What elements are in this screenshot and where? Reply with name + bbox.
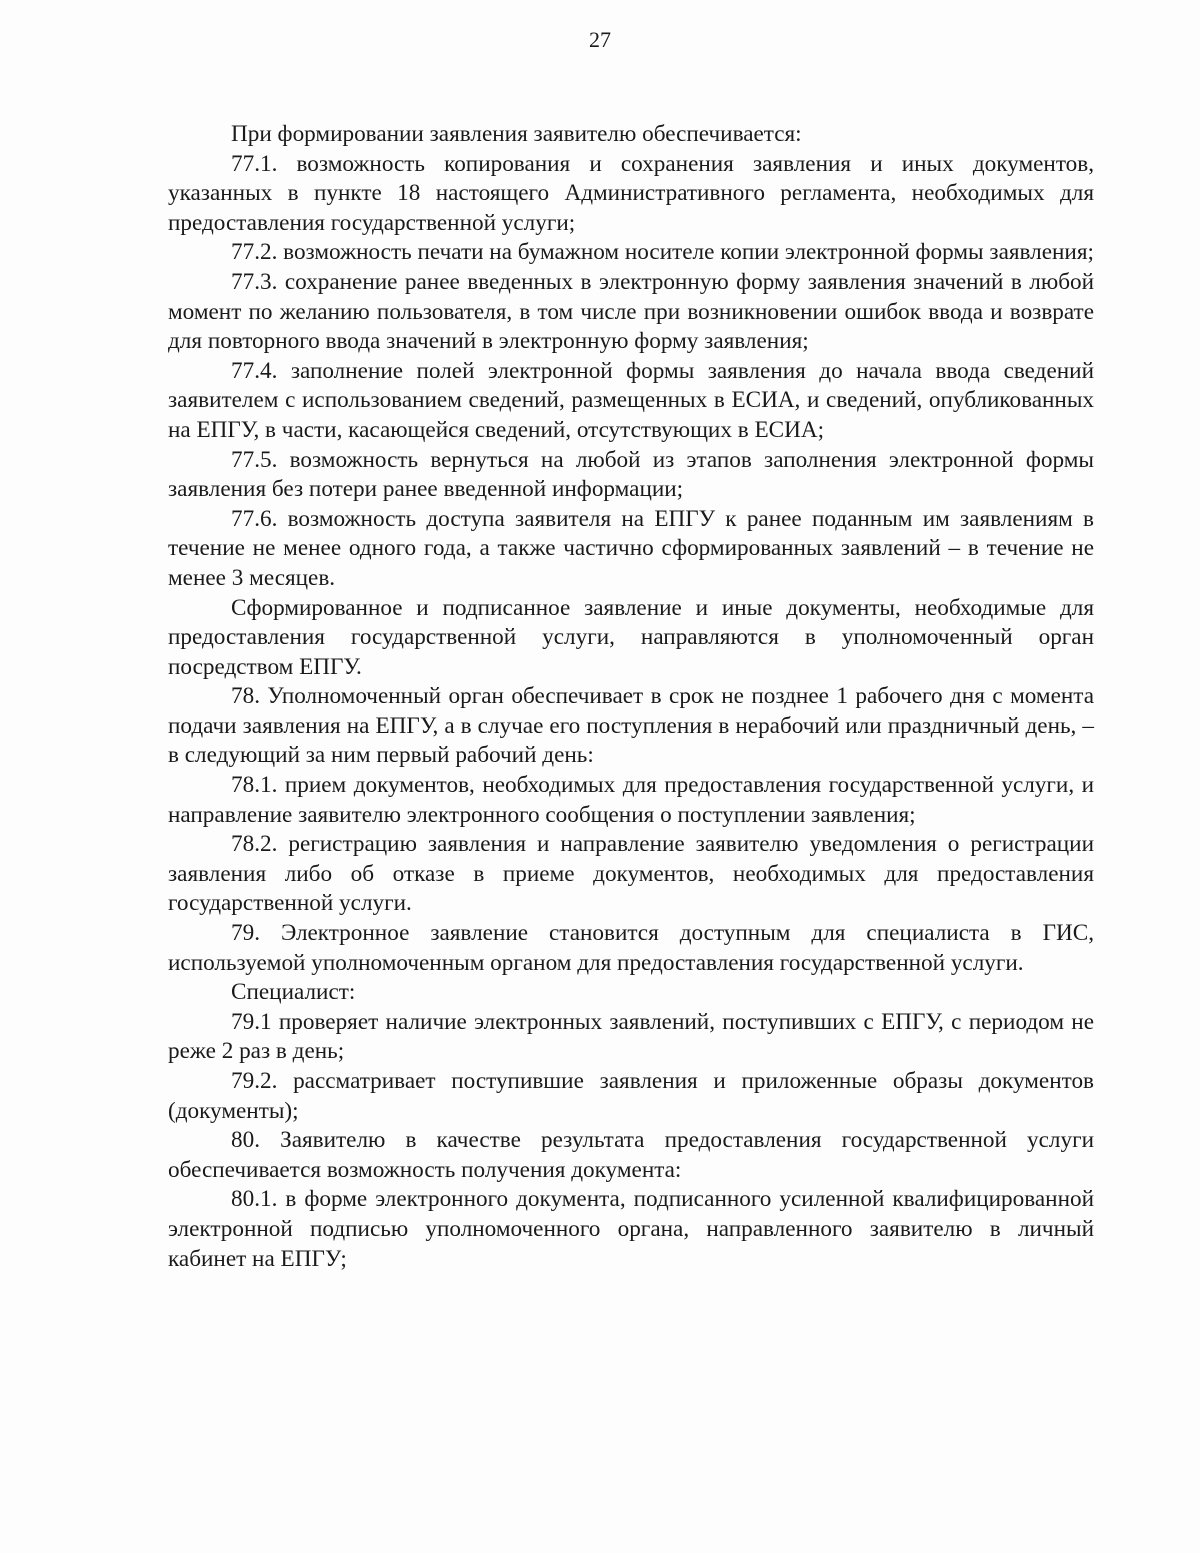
document-body — [168, 120, 1094, 1274]
page-number: 27 — [589, 27, 611, 52]
paragraph: Специалист: — [231, 979, 356, 1006]
paragraph: 78. Уполномоченный орган обеспечивает в срок не позднее 1 рабочего дня с момента подачи заявления на ЕПГУ, а в случае его поступления в нерабочий или праздничный день, – в следующий за ним первый рабочий день: — [168, 683, 1094, 769]
paragraph: 79.2. рассматривает поступившие заявления и приложенные образы документов (документы); — [168, 1068, 1094, 1124]
paragraph: 77.4. заполнение полей электронной формы заявления до начала ввода сведений заявителем с использованием сведений, размещенных в ЕСИА, и сведений, опубликованных на ЕПГУ, в части, касающейся сведений, отсутствующих в ЕСИА; — [168, 357, 1094, 443]
paragraph: 77.1. возможность копирования и сохранения заявления и иных документов, указанных в пункте 18 настоящего Административного регламента, необходимых для предоставления государственной услуги; — [168, 150, 1094, 236]
paragraph: 78.1. прием документов, необходимых для предоставления государственной услуги, и направление заявителю электронного сообщения о поступлении заявления; — [168, 772, 1094, 828]
paragraph: 79. Электронное заявление становится доступным для специалиста в ГИС, используемой уполномоченным органом для предоставления государственной услуги. — [168, 920, 1094, 976]
paragraph: 77.6. возможность доступа заявителя на ЕПГУ к ранее поданным им заявлениям в течение не менее одного года, а также частично сформированных заявлений – в течение не менее 3 месяцев. — [168, 505, 1094, 591]
paragraph: При формировании заявления заявителю обеспечивается: — [231, 121, 802, 147]
paragraph: 79.1 проверяет наличие электронных заявлений, поступивших с ЕПГУ, с периодом не реже 2 раз в день; — [168, 1008, 1094, 1065]
paragraph: 78.2. регистрацию заявления и направление заявителю уведомления о регистрации заявления либо об отказе в приеме документов, необходимых для предоставления государственной услуги. — [168, 831, 1094, 917]
paragraph: 77.3. сохранение ранее введенных в электронную форму заявления значений в любой момент по желанию пользователя, в том числе при возникновении ошибок ввода и возврате для повторного ввода значений в электронную форму заявления; — [168, 268, 1094, 355]
paragraph: Сформированное и подписанное заявление и иные документы, необходимые для предоставления государственной услуги, направляются в уполномоченный орган посредством ЕПГУ. — [168, 594, 1094, 680]
paragraph: 80. Заявителю в качестве результата предоставления государственной услуги обеспечивается возможность получения документа: — [168, 1127, 1094, 1183]
paragraph: 77.5. возможность вернуться на любой из этапов заполнения электронной формы заявления без потери ранее введенной информации; — [168, 446, 1094, 503]
paragraph: 77.2. возможность печати на бумажном носителе копии электронной формы заявления; — [231, 239, 1094, 266]
paragraph: 80.1. в форме электронного документа, подписанного усиленной квалифицированной электронной подписью уполномоченного органа, направленного заявителю в личный кабинет на ЕПГУ; — [168, 1186, 1094, 1272]
